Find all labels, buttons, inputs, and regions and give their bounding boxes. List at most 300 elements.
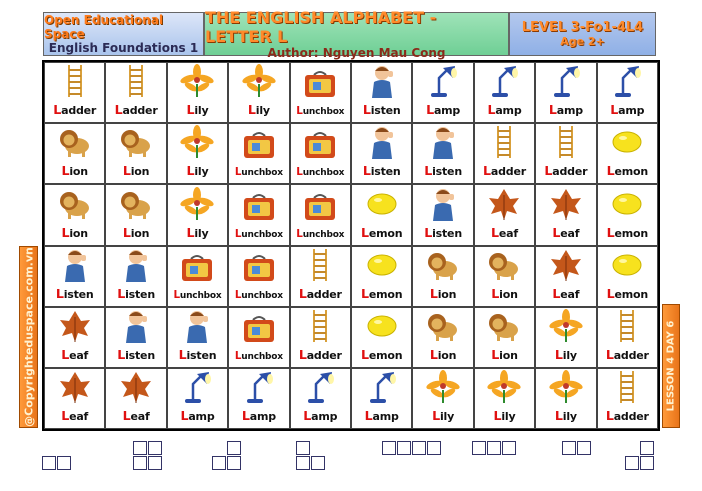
word-rest: emon — [614, 226, 648, 240]
thumbnail-group — [212, 441, 241, 470]
flashcard — [535, 307, 596, 368]
lion-icon — [119, 125, 153, 159]
word-rest: unchbox — [241, 351, 283, 362]
flashcard-word — [363, 102, 401, 117]
ladder-icon — [58, 64, 92, 98]
thumbnail-card — [133, 441, 147, 455]
word-rest: eaf — [498, 226, 518, 240]
course-name: English Foundations 1 — [48, 41, 199, 55]
initial-letter: L — [186, 102, 195, 118]
flashcard — [412, 307, 473, 368]
initial-letter: L — [122, 408, 131, 423]
flashcard-word — [296, 166, 344, 178]
flashcard — [351, 123, 412, 184]
flashcard-word — [299, 286, 342, 301]
flashcard — [167, 62, 228, 123]
word-rest: ily — [194, 226, 209, 240]
flashcard — [474, 368, 535, 429]
initial-letter: L — [554, 346, 563, 362]
word-rest: isten — [370, 104, 401, 118]
leaf-icon — [549, 248, 583, 282]
word-rest: eaf — [560, 226, 580, 240]
flashcard — [167, 307, 228, 368]
initial-letter: L — [491, 285, 500, 301]
lesson-banner — [662, 304, 680, 428]
thumbnail-card — [296, 456, 310, 470]
thumbnail-card — [212, 456, 226, 470]
flashcard-word — [61, 347, 88, 362]
word-rest: ion — [437, 348, 457, 362]
word-rest: unchbox — [302, 168, 345, 179]
ladder-icon — [487, 125, 521, 159]
word-rest: amp — [249, 410, 276, 423]
copyright-banner — [19, 246, 38, 428]
lion-icon — [58, 125, 92, 159]
leaf-icon — [58, 309, 92, 343]
flashcard-word — [61, 225, 87, 240]
flashcard-word — [235, 166, 283, 178]
word-rest: ion — [69, 226, 88, 240]
age-label: Age 2+ — [560, 35, 605, 48]
word-rest: isten — [370, 165, 401, 179]
initial-letter: L — [122, 163, 131, 179]
initial-letter: L — [234, 227, 242, 240]
flashcard-grid — [42, 60, 660, 431]
flashcard-word — [424, 163, 462, 178]
word-rest: emon — [368, 287, 403, 301]
flashcard-word — [123, 408, 150, 423]
flashcard — [597, 62, 658, 123]
flashcard — [351, 246, 412, 307]
word-rest: emon — [368, 226, 403, 240]
lily-icon — [487, 370, 521, 404]
thumbnail-card — [296, 441, 310, 455]
initial-letter: L — [552, 285, 561, 301]
lion-icon — [119, 187, 153, 221]
lemon-icon — [610, 187, 644, 221]
initial-letter: L — [186, 163, 195, 179]
initial-letter: L — [606, 285, 615, 301]
level-label: LEVEL 3-Fo1-4L4 — [521, 20, 644, 35]
word-rest: unchbox — [302, 107, 345, 118]
initial-letter: L — [117, 346, 126, 362]
lunchbox-icon — [242, 312, 276, 346]
word-rest: eaf — [69, 348, 89, 362]
initial-letter: L — [548, 102, 557, 118]
thumbnail-card — [148, 456, 162, 470]
thumbnail-card — [412, 441, 426, 455]
initial-letter: L — [487, 102, 496, 118]
flashcard — [228, 184, 289, 245]
initial-letter: L — [117, 285, 126, 301]
flashcard — [351, 307, 412, 368]
word-rest: isten — [63, 287, 94, 301]
word-rest: ily — [439, 410, 455, 423]
flashcard — [412, 368, 473, 429]
flashcard — [44, 368, 105, 429]
thumbnail-group — [562, 441, 591, 455]
thumbnail-card — [625, 456, 639, 470]
lemon-icon — [365, 187, 399, 221]
flashcard-word — [555, 408, 577, 423]
lily-icon — [549, 309, 583, 343]
word-rest: ily — [194, 165, 209, 179]
flashcard — [228, 307, 289, 368]
leaf-icon — [549, 187, 583, 221]
lamp-icon — [303, 370, 337, 404]
flashcard — [351, 184, 412, 245]
lily-icon — [426, 370, 460, 404]
thumbnail-card — [640, 441, 654, 455]
flashcard — [290, 123, 351, 184]
flashcard-word — [303, 408, 337, 423]
word-rest: adder — [613, 348, 649, 362]
lesson-text: LESSON 4 DAY 6 — [665, 320, 677, 412]
initial-letter: L — [234, 349, 242, 362]
page-title: THE ENGLISH ALPHABET - LETTER L — [205, 8, 437, 46]
initial-letter: L — [55, 285, 64, 301]
copyright-text: @Copyrighteduspace.com.vn — [22, 247, 35, 427]
word-rest: ion — [130, 165, 150, 179]
thumbnail-group — [42, 441, 71, 470]
initial-letter: L — [296, 227, 303, 240]
lunchbox-icon — [242, 251, 276, 285]
flashcard — [290, 184, 351, 245]
lion-icon — [487, 309, 521, 343]
word-rest: ily — [501, 410, 516, 423]
header-title-box — [204, 8, 509, 60]
initial-letter: L — [298, 346, 307, 362]
listening-person-icon — [119, 309, 153, 343]
author-line: Author: Nguyen Mau Cong — [267, 46, 446, 60]
flashcard — [290, 307, 351, 368]
initial-letter: L — [178, 346, 187, 362]
word-rest: amp — [188, 410, 215, 423]
flashcard — [597, 307, 658, 368]
initial-letter: L — [298, 285, 307, 301]
initial-letter: L — [61, 224, 70, 240]
flashcard-word — [173, 289, 221, 301]
initial-letter: L — [114, 102, 123, 118]
lunchbox-icon — [303, 67, 337, 101]
word-rest: ily — [562, 410, 577, 423]
word-rest: ily — [255, 104, 270, 118]
leaf-icon — [119, 370, 153, 404]
flashcard — [228, 246, 289, 307]
thumbnail-card — [227, 456, 241, 470]
lemon-icon — [365, 248, 399, 282]
leaf-icon — [487, 187, 521, 221]
flashcard-word — [117, 347, 155, 362]
word-rest: ion — [499, 287, 518, 301]
lamp-icon — [365, 370, 399, 404]
initial-letter: L — [605, 408, 614, 423]
initial-letter: L — [180, 408, 189, 423]
flashcard — [474, 307, 535, 368]
initial-letter: L — [361, 285, 369, 301]
word-rest: unchbox — [241, 290, 283, 301]
thumbnail-group — [296, 441, 325, 470]
flashcard-word — [610, 102, 644, 117]
lily-icon — [242, 64, 276, 98]
flashcard-word — [56, 286, 94, 301]
flashcard — [535, 184, 596, 245]
flashcard — [351, 368, 412, 429]
word-rest: ion — [437, 287, 457, 301]
initial-letter: L — [610, 102, 619, 118]
lunchbox-icon — [242, 190, 276, 224]
header-level-box — [509, 12, 656, 56]
thumbnail-card — [577, 441, 591, 455]
listening-person-icon — [365, 64, 399, 98]
initial-letter: L — [493, 408, 502, 423]
thumbnail-strip — [0, 435, 702, 485]
flashcard-word — [430, 347, 456, 362]
flashcard-word — [61, 163, 87, 178]
flashcard-word — [235, 350, 283, 362]
flashcard-word — [53, 102, 96, 117]
initial-letter: L — [247, 102, 256, 118]
ladder-icon — [549, 125, 583, 159]
word-rest: eaf — [560, 287, 580, 301]
thumbnail-group — [382, 441, 441, 455]
initial-letter: L — [429, 285, 438, 301]
flashcard-word — [235, 289, 283, 301]
flashcard-word — [361, 347, 402, 362]
word-rest: amp — [556, 104, 583, 118]
flashcard — [105, 184, 166, 245]
flashcard — [105, 62, 166, 123]
publisher-name: Open Educational Space — [44, 13, 164, 41]
flashcard — [228, 368, 289, 429]
flashcard — [167, 184, 228, 245]
lamp-icon — [610, 64, 644, 98]
initial-letter: L — [296, 166, 303, 179]
initial-letter: L — [426, 102, 434, 118]
word-rest: ion — [69, 165, 88, 179]
initial-letter: L — [605, 346, 614, 362]
lamp-icon — [487, 64, 521, 98]
flashcard-word — [361, 225, 402, 240]
word-rest: amp — [311, 410, 338, 423]
thumbnail-card — [640, 456, 654, 470]
flashcard-word — [235, 228, 283, 240]
flashcard-word — [552, 225, 579, 240]
flashcard — [351, 62, 412, 123]
flashcard-word — [365, 408, 399, 423]
thumbnail-card — [57, 456, 71, 470]
flashcard-word — [552, 286, 579, 301]
thumbnail-card — [397, 441, 411, 455]
word-rest: unchbox — [179, 290, 222, 301]
word-rest: isten — [432, 226, 462, 240]
flashcard-word — [179, 347, 217, 362]
initial-letter: L — [544, 163, 553, 179]
initial-letter: L — [361, 346, 369, 362]
flashcard — [105, 368, 166, 429]
flashcard — [167, 123, 228, 184]
thumbnail-card — [227, 441, 241, 455]
lion-icon — [58, 187, 92, 221]
word-rest: isten — [125, 348, 155, 362]
word-rest: isten — [186, 348, 217, 362]
flashcard — [290, 368, 351, 429]
flashcard-word — [61, 408, 88, 423]
word-rest: ily — [194, 104, 209, 118]
word-rest: adder — [306, 348, 342, 362]
lunchbox-icon — [303, 128, 337, 162]
word-rest: emon — [368, 348, 403, 362]
flashcard-word — [426, 102, 460, 117]
word-rest: emon — [614, 287, 648, 301]
flashcard — [474, 246, 535, 307]
word-rest: isten — [125, 287, 155, 301]
initial-letter: L — [552, 224, 561, 240]
flashcard — [412, 184, 473, 245]
flashcard-word — [123, 163, 149, 178]
initial-letter: L — [606, 224, 615, 240]
flashcard — [597, 184, 658, 245]
ladder-icon — [610, 309, 644, 343]
flashcard — [290, 246, 351, 307]
thumbnail-card — [427, 441, 441, 455]
flashcard-word — [555, 347, 577, 362]
thumbnail-group — [472, 441, 516, 455]
word-rest: unchbox — [302, 229, 345, 240]
ladder-icon — [303, 248, 337, 282]
flashcard — [474, 184, 535, 245]
flashcard-word — [607, 163, 648, 178]
listening-person-icon — [426, 125, 460, 159]
thumbnail-card — [42, 456, 56, 470]
flashcard-word — [187, 225, 209, 240]
flashcard-word — [491, 347, 517, 362]
initial-letter: L — [424, 224, 433, 240]
thumbnail-card — [311, 456, 325, 470]
initial-letter: L — [122, 224, 131, 240]
lunchbox-icon — [180, 251, 214, 285]
lily-icon — [549, 370, 583, 404]
flashcard — [535, 246, 596, 307]
word-rest: adder — [61, 104, 97, 118]
flashcard — [105, 307, 166, 368]
flashcard-word — [491, 225, 518, 240]
flashcard-word — [487, 102, 521, 117]
word-rest: amp — [495, 104, 522, 118]
flashcard — [597, 368, 658, 429]
thumbnail-card — [487, 441, 501, 455]
initial-letter: L — [186, 224, 195, 240]
flashcard — [167, 368, 228, 429]
word-rest: adder — [552, 165, 588, 179]
listening-person-icon — [426, 187, 460, 221]
initial-letter: L — [491, 346, 500, 362]
word-rest: adder — [490, 165, 526, 179]
flashcard — [474, 123, 535, 184]
initial-letter: L — [53, 102, 62, 118]
flashcard-word — [483, 163, 526, 178]
thumbnail-group — [133, 441, 162, 470]
listening-person-icon — [365, 125, 399, 159]
word-rest: ion — [499, 348, 518, 362]
flashcard-word — [607, 225, 648, 240]
flashcard-word — [424, 225, 462, 240]
flashcard — [228, 123, 289, 184]
lemon-icon — [610, 248, 644, 282]
word-rest: eaf — [69, 410, 89, 423]
word-rest: adder — [122, 104, 158, 118]
flashcard-word — [549, 102, 583, 117]
initial-letter: L — [173, 288, 180, 301]
word-rest: unchbox — [241, 168, 283, 179]
listening-person-icon — [180, 309, 214, 343]
flashcard — [535, 123, 596, 184]
flashcard-word — [115, 102, 158, 117]
flashcard — [474, 62, 535, 123]
flashcard — [597, 246, 658, 307]
initial-letter: L — [364, 408, 373, 423]
flashcard-word — [363, 163, 401, 178]
word-rest: eaf — [130, 410, 150, 423]
lion-icon — [426, 309, 460, 343]
initial-letter: L — [429, 346, 438, 362]
initial-letter: L — [483, 163, 491, 179]
word-rest: amp — [372, 410, 399, 423]
flashcard — [44, 123, 105, 184]
flashcard-word — [242, 408, 276, 423]
flashcard-word — [299, 347, 342, 362]
ladder-icon — [610, 370, 644, 404]
flashcard-word — [494, 408, 516, 423]
flashcard — [597, 123, 658, 184]
flashcard-word — [296, 105, 344, 117]
initial-letter: L — [424, 163, 433, 179]
flashcard — [412, 123, 473, 184]
flashcard-word — [544, 163, 587, 178]
flashcard-word — [187, 163, 209, 178]
word-rest: amp — [433, 104, 461, 118]
initial-letter: L — [606, 163, 615, 179]
lily-icon — [180, 64, 214, 98]
initial-letter: L — [234, 288, 242, 301]
thumbnail-card — [133, 456, 147, 470]
flashcard — [290, 62, 351, 123]
flashcard-word — [606, 408, 649, 423]
flashcard — [44, 246, 105, 307]
flashcard-word — [296, 228, 344, 240]
initial-letter: L — [241, 408, 250, 423]
ladder-icon — [303, 309, 337, 343]
flashcard — [44, 62, 105, 123]
word-rest: emon — [614, 165, 648, 179]
word-rest: amp — [618, 104, 645, 118]
flashcard-word — [123, 225, 149, 240]
initial-letter: L — [362, 102, 371, 118]
lunchbox-icon — [242, 128, 276, 162]
initial-letter: L — [432, 408, 440, 423]
flashcard — [228, 62, 289, 123]
thumbnail-card — [562, 441, 576, 455]
initial-letter: L — [234, 166, 242, 179]
initial-letter: L — [61, 163, 70, 179]
word-rest: adder — [613, 410, 649, 423]
flashcard — [44, 184, 105, 245]
initial-letter: L — [361, 224, 369, 240]
initial-letter: L — [554, 408, 563, 423]
flashcard — [44, 307, 105, 368]
flashcard-word — [117, 286, 155, 301]
lunchbox-icon — [303, 190, 337, 224]
